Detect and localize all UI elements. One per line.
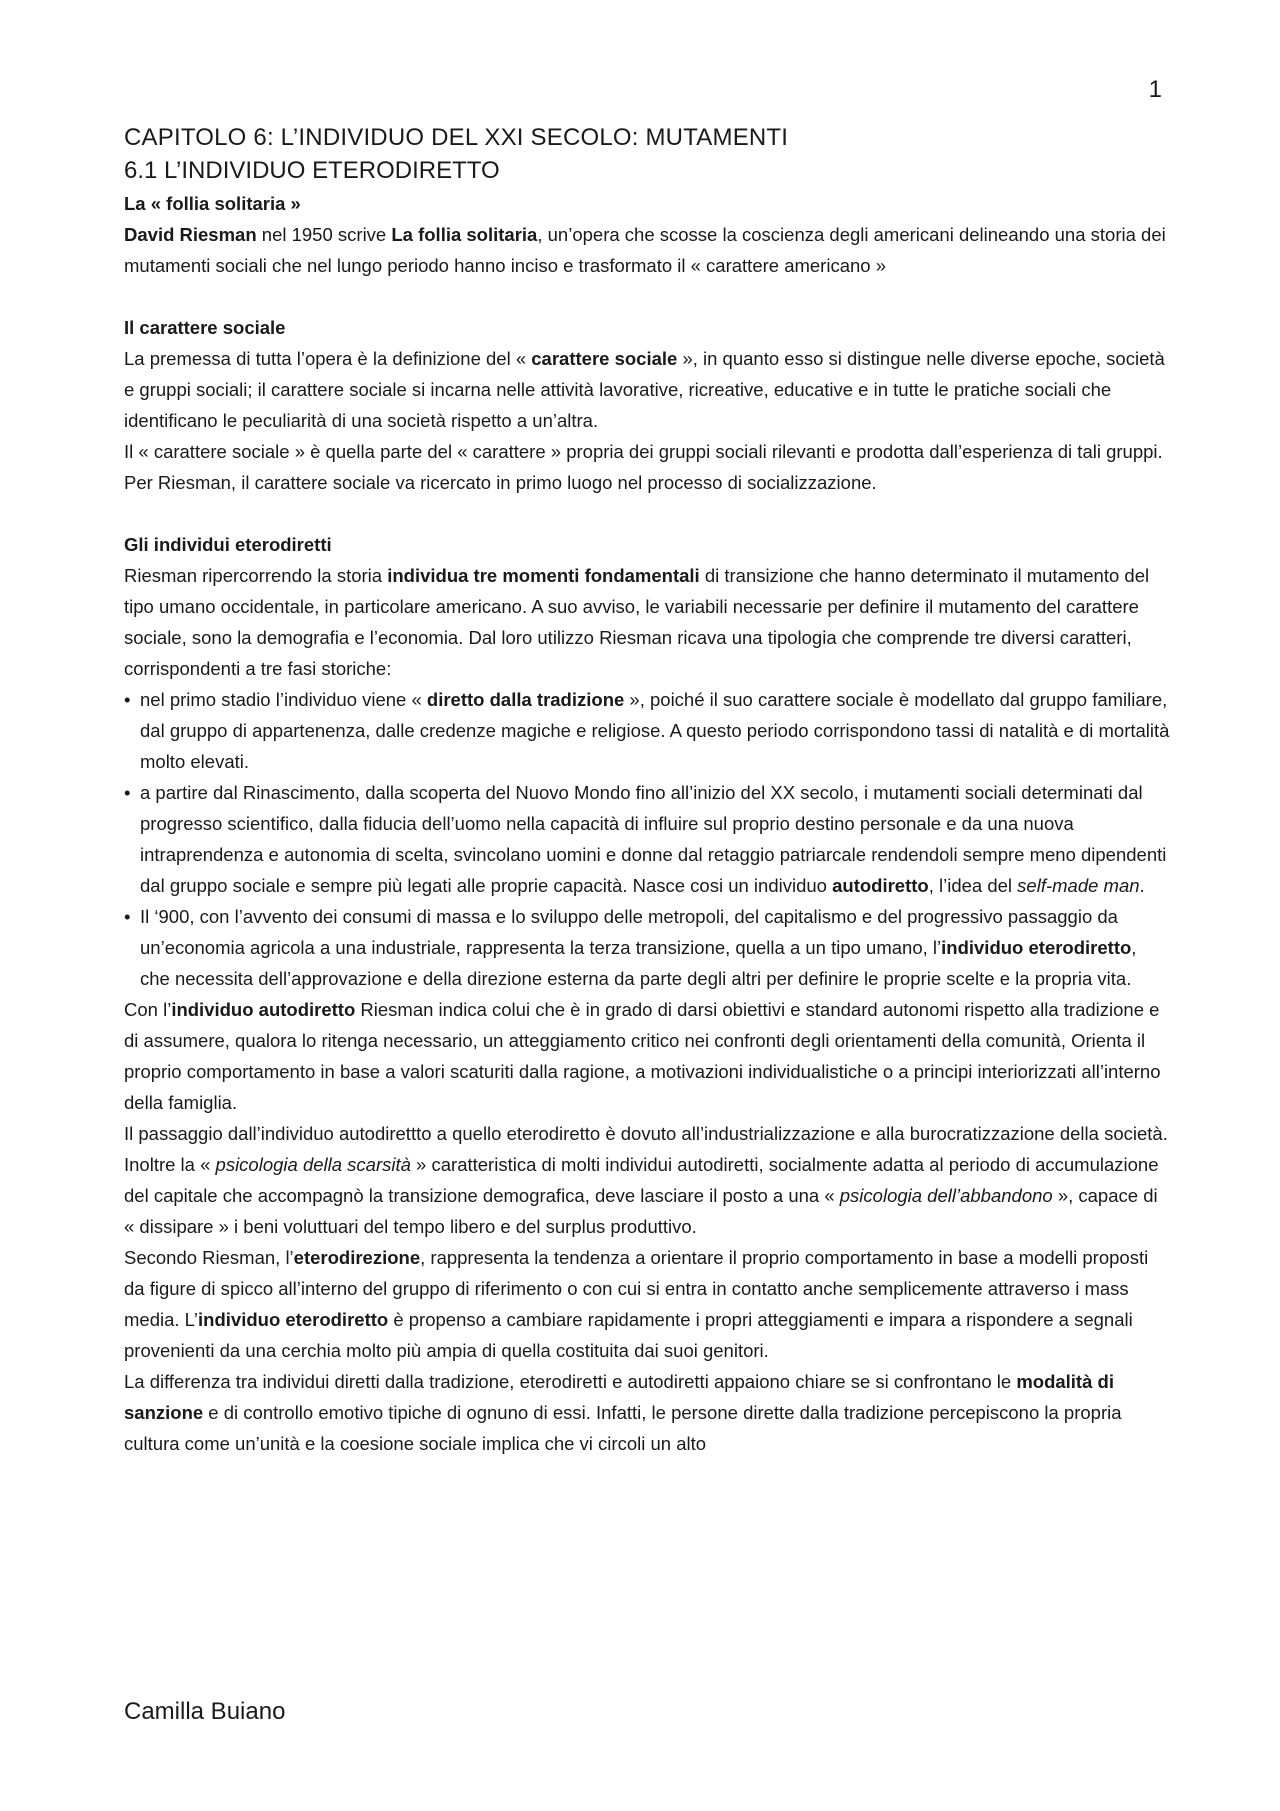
subheading-individui-eterodiretti: Gli individui eterodiretti <box>124 534 332 555</box>
chapter-title: CAPITOLO 6: L’INDIVIDUO DEL XXI SECOLO: MUTAMENTI <box>124 124 789 151</box>
page-content <box>124 120 1170 1459</box>
paragraph-tre-momenti: Riesman ripercorrendo la storia individua tre momenti fondamentali di transizione che hanno determinato il mutamento del tipo umano occidentale, in particolare americano. A suo avviso, le variabili necessarie per definire il mutamento del carattere sociale, sono la demografia e l’economia. Dal loro utilizzo Riesman ricava una tipologia che comprende tre diversi caratteri, corrispondenti a tre fasi storiche: <box>124 565 1150 679</box>
paragraph-individuo-autodiretto: Con l’individuo autodiretto Riesman indica colui che è in grado di darsi obiettivi e standard autonomi rispetto alla tradizione e di assumere, qualora lo ritenga necessario, un atteggiamento critico nei confronti degli orientamenti della comunità, Orienta il proprio comportamento in base a valori scaturiti dalla ragione, a motivazioni individualistiche o a principi interiorizzati all’interno della famiglia. <box>124 999 1161 1113</box>
page-number: 1 <box>1148 76 1162 103</box>
bullet-list-fasi <box>124 684 1170 994</box>
paragraph-riesman-intro: David Riesman nel 1950 scrive La follia solitaria, un’opera che scosse la coscienza degli americani delineando una storia dei mutamenti sociali che nel lungo periodo hanno inciso e trasformato il « carattere americano » <box>124 224 1166 276</box>
paragraph-psicologia: Inoltre la « psicologia della scarsità » caratteristica di molti individui autodiretti, socialmente adatta al periodo di accumulazione del capitale che accompagnò la transizione demografica, deve lasciare il posto a una « psicologia dell’abbandono », capace di « dissipare » i beni voluttuari del tempo libero e del surplus produttivo. <box>124 1154 1159 1237</box>
list-item: • nel primo stadio l’individuo viene « diretto dalla tradizione », poiché il suo carattere sociale è modellato dal gruppo familiare, dal gruppo di appartenenza, dalle credenze magiche e religiose. A questo periodo corrispondono tassi di natalità e di mortalità molto elevati. <box>124 684 1170 777</box>
subheading-carattere-sociale: Il carattere sociale <box>124 317 286 338</box>
paragraph-modalita-sanzione: La differenza tra individui diretti dalla tradizione, eterodiretti e autodiretti appaiono chiare se si confrontano le modalità di sanzione e di controllo emotivo tipiche di ognuno di essi. Infatti, le persone dirette dalla tradizione percepiscono la propria cultura come un’unità e la coesione sociale implica che vi circoli un alto <box>124 1371 1122 1454</box>
footer-author: Camilla Buiano <box>124 1698 286 1725</box>
paragraph-passaggio: Il passaggio dall’individuo autodirettto a quello eterodiretto è dovuto all’industrializzazione e alla burocratizzazione della società. <box>124 1123 1168 1144</box>
list-item: • a partire dal Rinascimento, dalla scoperta del Nuovo Mondo fino all’inizio del XX secolo, i mutamenti sociali determinati dal progresso scientifico, dalla fiducia dell’uomo nella capacità di influire sul proprio destino personale e da una nuova intraprendenza e autonomia di scelta, svincolano uomini e donne dal retaggio patriarcale rendendoli sempre meno dipendenti dal gruppo sociale e sempre più legati alle proprie capacità. Nasce cosi un individuo autodiretto, l’idea del self-made man. <box>124 777 1170 901</box>
paragraph-carattere-definizione: Il « carattere sociale » è quella parte del « carattere » propria dei gruppi sociali rilevanti e prodotta dall’esperienza di tali gruppi. Per Riesman, il carattere sociale va ricercato in primo luogo nel processo di socializzazione. <box>124 441 1163 493</box>
subheading-follia-solitaria: La « follia solitaria » <box>124 193 301 214</box>
paragraph-eterodirezione: Secondo Riesman, l’eterodirezione, rappresenta la tendenza a orientare il proprio comportamento in base a modelli proposti da figure di spicco all’interno del gruppo di riferimento o con cui si entra in contatto anche semplicemente attraverso i mass media. L’individuo eterodiretto è propenso a cambiare rapidamente i propri atteggiamenti e impara a rispondere a segnali provenienti da una cerchia molto più ampia di quella costituita dai suoi genitori. <box>124 1247 1149 1361</box>
section-title: 6.1 L’INDIVIDUO ETERODIRETTO <box>124 157 500 184</box>
list-item: • Il ‘900, con l’avvento dei consumi di massa e lo sviluppo delle metropoli, del capitalismo e del progressivo passaggio da un’economia agricola a una industriale, rappresenta la terza transizione, quella a un tipo umano, l’individuo eterodiretto, che necessita dell’approvazione e della direzione esterna da parte degli altri per definire le proprie scelte e la propria vita. <box>124 901 1170 994</box>
paragraph-premessa: La premessa di tutta l’opera è la definizione del « carattere sociale », in quanto esso si distingue nelle diverse epoche, società e gruppi sociali; il carattere sociale si incarna nelle attività lavorative, ricreative, educative e in tutte le pratiche sociali che identificano le peculiarità di una società rispetto a un’altra. <box>124 348 1165 431</box>
